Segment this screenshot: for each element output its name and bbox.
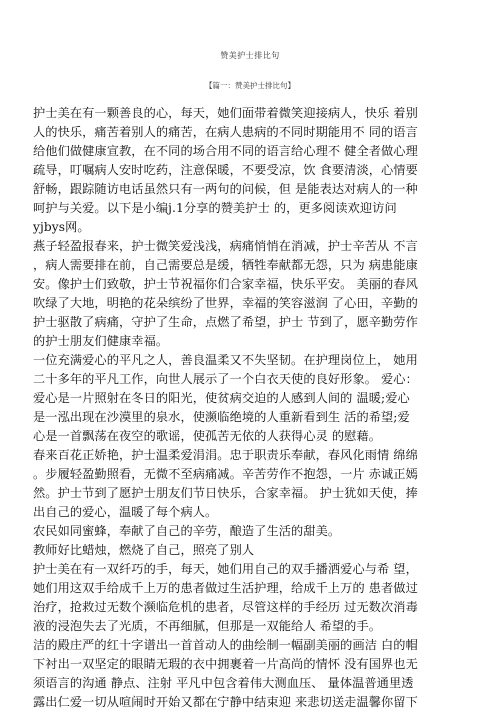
- text-line: 舒畅，跟踪随访电话虽然只有一两句的问候，但 是能表达对病人的一种: [33, 182, 418, 196]
- text-line: 疏导，叮嘱病人安时吃药，注意保暖，不要受凉，饮 食要清淡，心情要: [33, 163, 418, 177]
- text-line: 护士美在有一颗善良的心，每天，她们面带着微笑迎接病人，快乐 着别: [33, 106, 418, 120]
- text-line: 液的浸泡失去了光质，不再细腻，但那是一双能给人 希望的手。: [33, 619, 382, 633]
- text-line: 给他们做健康宣教，在不同的场合用不同的语言给心理不 健全者做心理: [33, 144, 418, 158]
- text-line: 她们用这双手给成千上万的患者做过生活护理，给成千上万的 患者做过: [33, 581, 418, 595]
- text-line: 露出仁爱一切从喧闹时开始又都在宁静中结束迎 来悲切送走温馨你留下: [33, 695, 418, 709]
- text-line: 护士驱散了病痛，守护了生命，点燃了希望，护士 节到了，愿辛勤劳作: [33, 315, 418, 329]
- text-line: yjbys网。: [33, 220, 90, 234]
- section-label: 【篇一：赞美护士排比句】: [205, 81, 295, 90]
- document-body: [33, 104, 473, 712]
- text-line: 下衬出一双坚定的眼睛无瑕的衣中拥裹着一片高尚的情怀 没有国界也无: [33, 657, 418, 671]
- text-line: 安。像护士们致敬，护士节祝福你们合家幸福，快乐平安。 美丽的春风: [33, 277, 418, 291]
- text-line: 然。护士节到了愿护士朋友们节日快乐，合家幸福。 护士犹如天使，捧: [33, 486, 418, 500]
- text-line: 吹绿了大地，明艳的花朵缤纷了世界，幸福的笑容滋润 了心田，辛勤的: [33, 296, 418, 310]
- text-line: 洁的殿庄严的红十字谱出一首首动人的曲绘制一幅副美丽的画洁 白的帽: [33, 638, 418, 652]
- document-title: 赞美护士排比句: [220, 51, 280, 60]
- text-line: 爱心是一片照射在冬日的阳光，使贫病交迫的人感到人间的 温暖;爱心: [33, 391, 410, 405]
- text-line: 的护士朋友们健康幸福。: [33, 334, 169, 348]
- text-line: 二十多年的平凡工作，向世人展示了一个白衣天使的良好形象。 爱心：: [33, 372, 418, 386]
- text-line: ，病人需要排在前，自己需要总是缓，牺牲奉献都无怨，只为 病患能康: [33, 258, 418, 272]
- text-line: 出自己的爱心，温暖了每个病人。: [33, 505, 218, 519]
- text-line: 农民如同蜜蜂，奉献了自己的辛劳，酿造了生活的甜美。: [33, 524, 341, 538]
- text-line: 教师好比蜡烛，燃烧了自己，照亮了别人: [33, 543, 255, 557]
- text-line: 人的快乐，痛苦着别人的痛苦，在病人患病的不同时期能用不 同的语言: [33, 125, 418, 139]
- text-line: 春来百花正娇艳，护士温柔爱涓涓。忠于职责乐奉献，春风化雨情 绵绵: [33, 448, 418, 462]
- text-line: 一位充满爱心的平凡之人，善良温柔又不失坚韧。在护理岗位上， 她用: [33, 353, 418, 367]
- text-line: 呵护与关爱。以下是小编j.1分享的赞美护士 的，更多阅读欢迎访问: [33, 201, 397, 215]
- text-line: 。步履轻盈勤照看，无微不至病痛减。辛苦劳作不抱怨，一片 赤诚正嫣: [33, 467, 418, 481]
- text-line: 燕子轻盈报春来，护士微笑爱浅浅，病痛悄悄在消减，护士辛苦从 不言: [33, 239, 418, 253]
- text-line: 心是一首飘荡在夜空的歌谣，使孤苦无依的人获得心灵 的慰藉。: [33, 429, 382, 443]
- text-line: 是一泓出现在沙漠里的泉水，使濒临绝境的人重新看到生 活的希望;爱: [33, 410, 410, 424]
- text-line: 护士美在有一双纤巧的手，每天，她们用自己的双手播洒爱心与希 望，: [33, 562, 418, 576]
- text-line: 治疗，抢救过无数个濒临危机的患者，尽管这样的手经历 过无数次消毒: [33, 600, 418, 614]
- text-line: 须语言的沟通 静点、注射 平凡中包含着伟大测血压、 量体温普通里透: [33, 676, 414, 690]
